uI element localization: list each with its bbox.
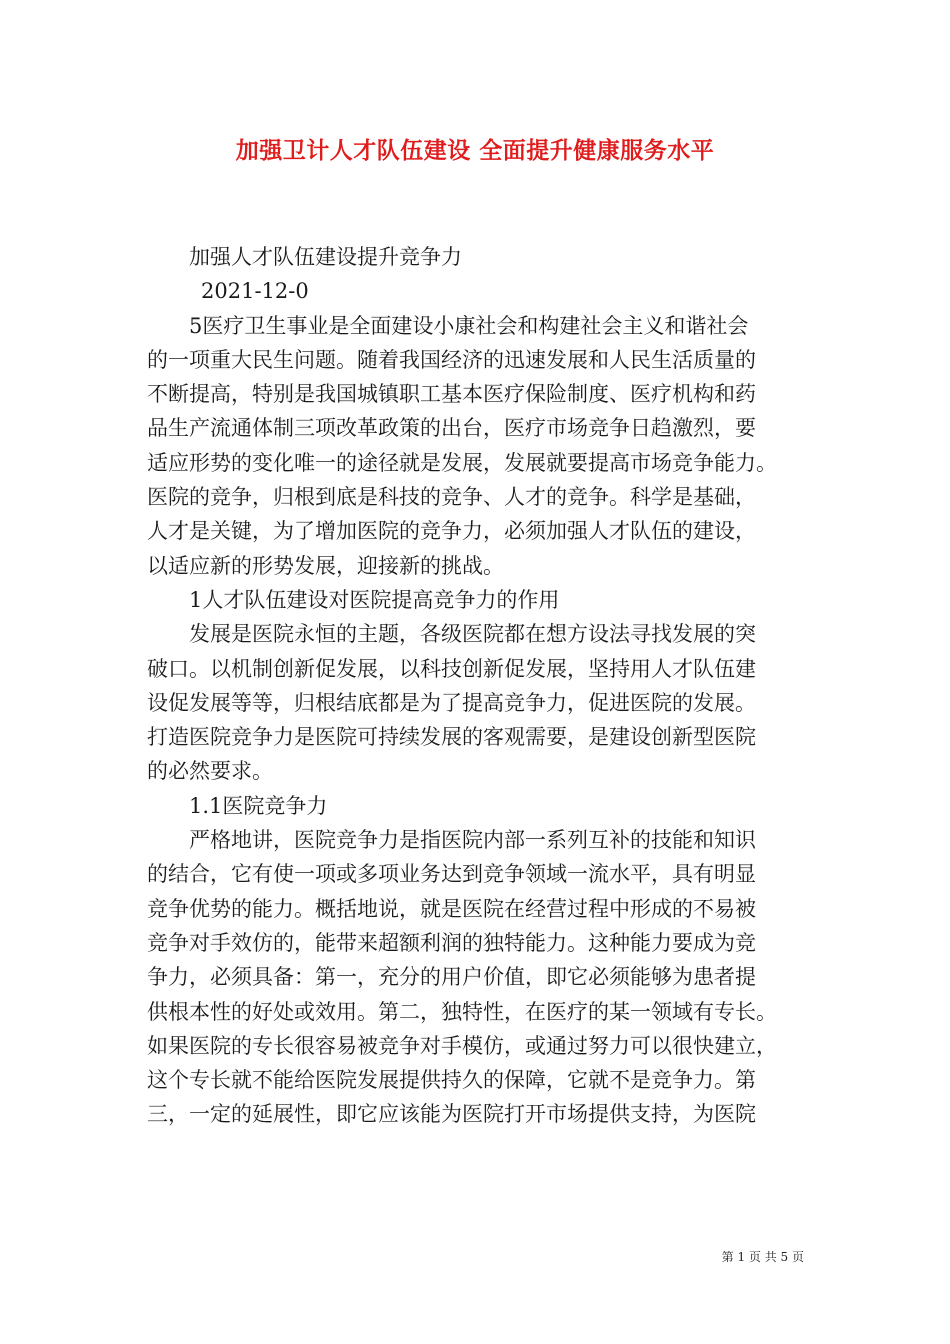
text-line: 以适应新的形势发展，迎接新的挑战。 [147, 553, 504, 578]
text-line: 严格地讲，医院竞争力是指医院内部一系列互补的技能和知识 [189, 828, 756, 853]
text-line: 的一项重大民生问题。随着我国经济的迅速发展和人民生活质量的 [147, 347, 756, 372]
text-line: 不断提高，特别是我国城镇职工基本医疗保险制度、医疗机构和药 [147, 382, 756, 407]
text-line: 竞争对手效仿的，能带来超额利润的独特能力。这种能力要成为竞 [147, 930, 756, 955]
text-line: 破口。以机制创新促发展，以科技创新促发展，坚持用人才队伍建 [147, 656, 756, 681]
text-line: 2021-12-0 [201, 279, 309, 304]
text-line: 三，一定的延展性，即它应该能为医院打开市场提供支持，为医院 [147, 1102, 756, 1127]
text-line: 人才是关键，为了增加医院的竞争力，必须加强人才队伍的建设， [147, 519, 756, 544]
text-line: 1.1医院竞争力 [189, 793, 328, 818]
text-line: 的结合，它有使一项或多项业务达到竞争领域一流水平，具有明显 [147, 862, 756, 887]
text-line: 打造医院竞争力是医院可持续发展的客观需要，是建设创新型医院 [147, 725, 756, 750]
text-line: 设促发展等等，归根结底都是为了提高竞争力，促进医院的发展。 [147, 690, 756, 715]
text-line: 适应形势的变化唯一的途径就是发展，发展就要提高市场竞争能力。 [147, 450, 777, 475]
text-line: 5医疗卫生事业是全面建设小康社会和构建社会主义和谐社会 [189, 313, 749, 338]
text-line: 的必然要求。 [147, 759, 273, 784]
text-line: 品生产流通体制三项改革政策的出台，医疗市场竞争日趋激烈，要 [147, 416, 756, 441]
document-title: 加强卫计人才队伍建设 全面提升健康服务水平 [235, 137, 715, 164]
text-line: 医院的竞争，归根到底是科技的竞争、人才的竞争。科学是基础， [147, 485, 756, 510]
text-line: 加强人才队伍建设提升竞争力 [189, 245, 462, 269]
page-number: 第 1 页 共 5 页 [721, 1250, 804, 1264]
text-line: 1人才队伍建设对医院提高竞争力的作用 [189, 587, 560, 612]
text-line: 如果医院的专长很容易被竞争对手模仿，或通过努力可以很快建立， [147, 1033, 777, 1058]
text-line: 竞争优势的能力。概括地说，就是医院在经营过程中形成的不易被 [147, 896, 756, 921]
text-line: 这个专长就不能给医院发展提供持久的保障，它就不是竞争力。第 [147, 1068, 756, 1093]
document-body [147, 240, 827, 1132]
text-line: 争力，必须具备：第一，充分的用户价值，即它必须能够为患者提 [147, 965, 756, 990]
text-line: 发展是医院永恒的主题，各级医院都在想方设法寻找发展的突 [189, 622, 756, 647]
text-line: 供根本性的好处或效用。第二，独特性，在医疗的某一领域有专长。 [147, 999, 777, 1024]
